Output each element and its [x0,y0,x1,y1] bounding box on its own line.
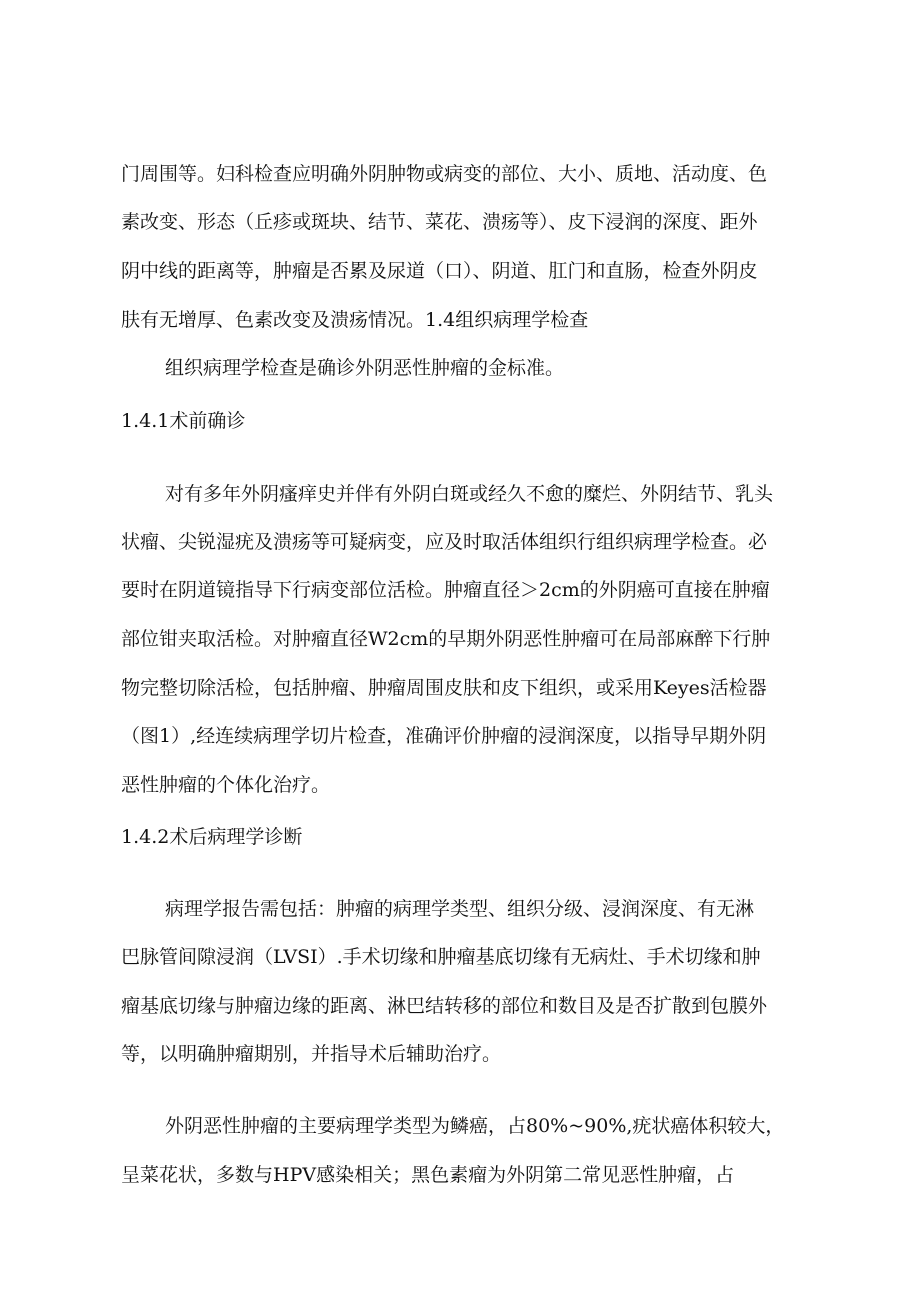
paragraph-line: 物完整切除活检，包括肿瘤、肿瘤周围皮肤和皮下组织，或采用Keyes活检器 [121,677,767,699]
paragraph-line: 外阴恶性肿瘤的主要病理学类型为鳞癌，占80%~90%,疣状癌体积较大， [165,1115,785,1137]
paragraph-line: 门周围等。妇科检查应明确外阴肿物或病变的部位、大小、质地、活动度、色 [121,163,768,185]
paragraph-line: 等，以明确肿瘤期别，并指导术后辅助治疗。 [121,1043,502,1065]
section-heading: 1.4.1术前确诊 [121,410,246,432]
paragraph-line: 呈菜花状，多数与HPV感染相关；黑色素瘤为外阴第二常见恶性肿瘤，占 [121,1164,735,1186]
paragraph-line: 恶性肿瘤的个体化治疗。 [121,774,331,796]
paragraph-line: 部位钳夹取活检。对肿瘤直径W2cm的早期外阴恶性肿瘤可在局部麻醉下行肿 [121,628,771,650]
paragraph-line: 巴脉管间隙浸润（LVSI）.手术切缘和肿瘤基底切缘有无病灶、手术切缘和肿 [121,946,761,968]
paragraph-line: 病理学报告需包括：肿瘤的病理学类型、组织分级、浸润深度、有无淋 [165,898,755,920]
paragraph-line: 肤有无增厚、色素改变及溃疡情况。1.4组织病理学检查 [121,309,589,331]
paragraph-line: 素改变、形态（丘疹或斑块、结节、菜花、溃疡等）、皮下浸润的深度、距外 [121,211,758,233]
paragraph-line: 阴中线的距离等，肿瘤是否累及尿道（口）、阴道、肛门和直肠，检查外阴皮 [121,260,758,282]
paragraph-line: 瘤基底切缘与肿瘤边缘的距离、淋巴结转移的部位和数目及是否扩散到包膜外 [121,995,768,1017]
paragraph-line: （图1）,经连续病理学切片检查，准确评价肿瘤的浸润深度，以指导早期外阴 [121,725,767,747]
section-heading: 1.4.2术后病理学诊断 [121,826,303,848]
paragraph-line: 要时在阴道镜指导下行病变部位活检。肿瘤直径＞2cm的外阴癌可直接在肿瘤 [121,579,770,601]
paragraph-line: 对有多年外阴瘙痒史并伴有外阴白斑或经久不愈的糜烂、外阴结节、乳头 [165,483,774,505]
paragraph-line: 状瘤、尖锐湿疣及溃疡等可疑病变，应及时取活体组织行组织病理学检查。必 [121,531,768,553]
paragraph-line: 组织病理学检查是确诊外阴恶性肿瘤的金标准。 [165,357,565,379]
